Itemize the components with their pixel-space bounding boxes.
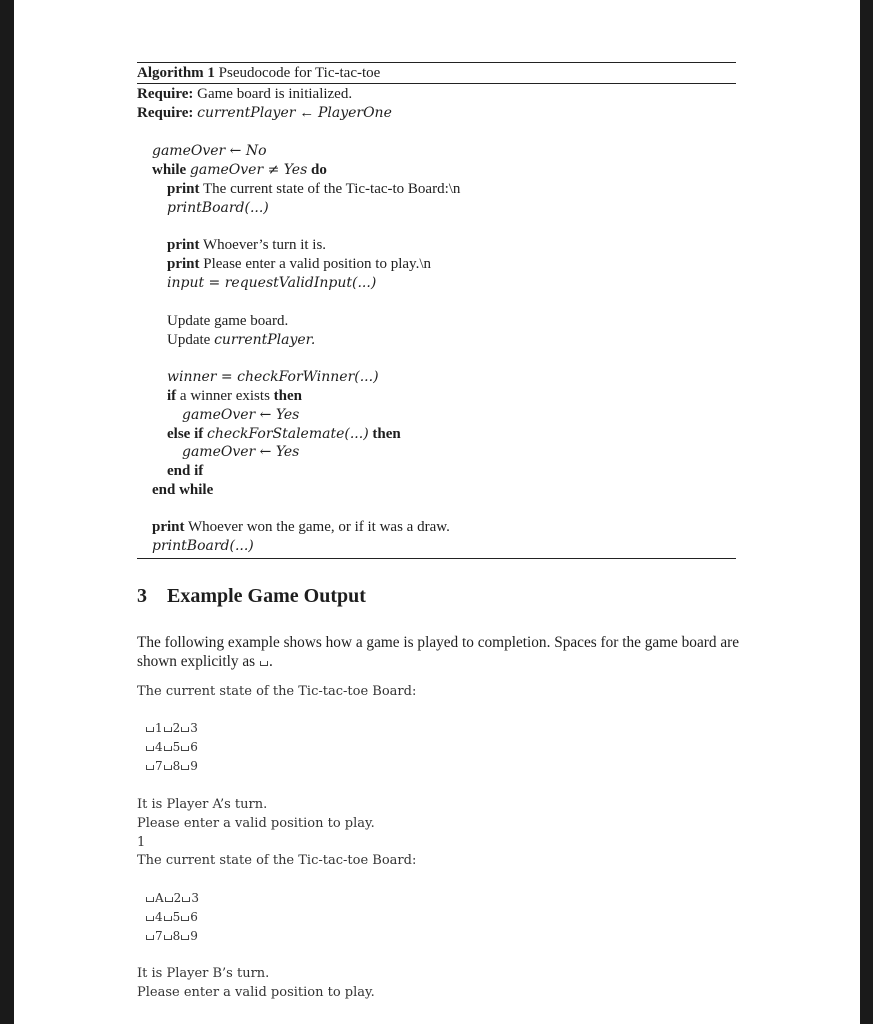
board2-row-1 [145,889,199,908]
board2-cell: 4 [155,910,163,924]
space-symbol-icon [146,765,154,770]
gameover-init-line [152,142,267,160]
board2-cell: A [155,891,164,905]
do-keyword: do [311,162,327,178]
space-symbol-icon [260,661,268,666]
algorithm-caption-rule [137,83,736,84]
output-turn-a: It is Player A’s turn. [137,797,268,812]
intro-text: The following example shows how a game is played to completion. Spaces for the game board are shown explicitly as [137,634,739,670]
space-symbol-icon [181,916,189,921]
while-line [152,161,327,179]
space-symbol-icon [146,916,154,921]
board1-cell: 5 [172,740,181,754]
print-keyword-3: print [167,256,200,272]
input-line [167,274,376,292]
print-line-1 [167,180,460,198]
board2-cell: 3 [191,891,199,905]
document-page [14,0,860,1024]
print-keyword-2: print [167,237,200,253]
board1-row-2 [145,738,198,757]
require-label-2: Require: [137,105,194,121]
printboard-call-final: printBoard(...) [152,538,254,554]
print-text-3: Please enter a valid position to play.\n [203,256,431,272]
endif-line [167,462,203,480]
require-label-1: Require: [137,86,194,102]
board1-cell: 2 [172,721,181,735]
space-symbol-icon [181,765,189,770]
then-keyword-1: then [273,388,302,404]
space-symbol-icon [164,746,172,751]
board2-cell: 8 [172,929,181,943]
printboard-call-1: printBoard(...) [167,200,269,216]
board1-cell: 1 [155,721,163,735]
gameover-yes-2: gameOver ← Yes [182,444,300,460]
require-text-1: Game board is initialized. [197,86,353,102]
output-prompt-1: Please enter a valid position to play. [137,816,375,831]
board2-cell: 5 [172,910,181,924]
output-turn-b: It is Player B’s turn. [137,966,270,981]
winner-call: winner = checkForWinner(...) [167,369,379,385]
space-symbol-icon [165,897,173,902]
space-symbol-icon [164,727,172,732]
elseif-keyword: else if [167,426,204,442]
if-keyword: if [167,388,177,404]
algorithm-caption-label: Algorithm 1 [137,65,215,81]
space-symbol-icon [164,935,172,940]
space-symbol-icon [146,897,154,902]
update-text-2a: Update [167,332,211,348]
while-keyword: while [152,162,187,178]
algorithm-caption [137,64,380,82]
space-symbol-icon [181,746,189,751]
while-condition: gameOver ≠ Yes [189,162,308,178]
print-text-2: Whoever’s turn it is. [203,237,327,253]
space-symbol-icon [146,935,154,940]
board1-cell: 4 [155,740,163,754]
update-text-1: Update game board. [167,313,289,329]
space-symbol-icon [146,746,154,751]
algorithm-top-rule [137,62,736,63]
space-symbol-icon [146,727,154,732]
space-symbol-icon [182,897,190,902]
gameover-init: gameOver ← No [152,143,267,159]
gameover-yes-line-1 [182,406,299,424]
output-input-value: 1 [137,835,146,850]
board1-cell: 7 [155,759,163,773]
update-line-2 [167,331,315,349]
board1-row-3 [145,757,198,776]
section-title: Example Game Output [167,585,366,607]
intro-paragraph [137,633,739,671]
if-condition: a winner exists [179,388,270,404]
board1-cell: 3 [190,721,198,735]
board2-cell: 6 [190,910,198,924]
require-current-player: currentPlayer [197,105,296,121]
require-player-one: PlayerOne [317,105,392,121]
section-heading [137,585,366,608]
print-line-4 [152,518,450,536]
board2-cell: 9 [190,929,198,943]
intro-text-end: . [268,653,273,670]
then-keyword-2: then [372,426,401,442]
board2-cell: 2 [173,891,182,905]
endwhile-keyword: end while [152,482,214,498]
board2-row-2 [145,908,198,927]
gameover-yes-line-2 [182,443,299,461]
print-text-4: Whoever won the game, or if it was a draw. [188,519,450,535]
print-keyword-4: print [152,519,185,535]
gameover-yes-1: gameOver ← Yes [182,407,300,423]
space-symbol-icon [164,916,172,921]
endif-keyword: end if [167,463,204,479]
input-call: input = requestValidInput(...) [167,275,377,291]
section-number: 3 [137,585,147,607]
space-symbol-icon [164,765,172,770]
print-text-1: The current state of the Tic-tac-to Board:\n [203,181,461,197]
print-line-3 [167,255,431,273]
output-state-line-1: The current state of the Tic-tac-toe Board: [137,684,417,699]
elseif-condition: checkForStalemate(...) [206,426,369,442]
printboard-line-1 [167,199,269,217]
require-line-1 [137,85,352,103]
print-keyword-1: print [167,181,200,197]
board2-row-3 [145,927,198,946]
board1-cell: 9 [190,759,198,773]
output-state-line-2: The current state of the Tic-tac-toe Board: [137,853,417,868]
algorithm-bottom-rule [137,558,736,559]
endwhile-line [152,481,213,499]
require-line-2 [137,104,392,122]
algorithm-caption-text: Pseudocode for Tic-tac-toe [218,65,381,81]
board2-cell: 7 [155,929,163,943]
update-text-2b: currentPlayer. [214,332,316,348]
if-line [167,387,302,405]
print-line-2 [167,236,326,254]
output-prompt-2: Please enter a valid position to play. [137,985,375,1000]
space-symbol-icon [181,727,189,732]
board1-cell: 6 [190,740,198,754]
require-arrow: ← [299,105,315,121]
board1-row-1 [145,719,198,738]
update-line-1 [167,312,288,330]
winner-line [167,368,379,386]
elseif-line [167,425,401,443]
board1-cell: 8 [172,759,181,773]
space-symbol-icon [181,935,189,940]
printboard-line-final [152,537,254,555]
